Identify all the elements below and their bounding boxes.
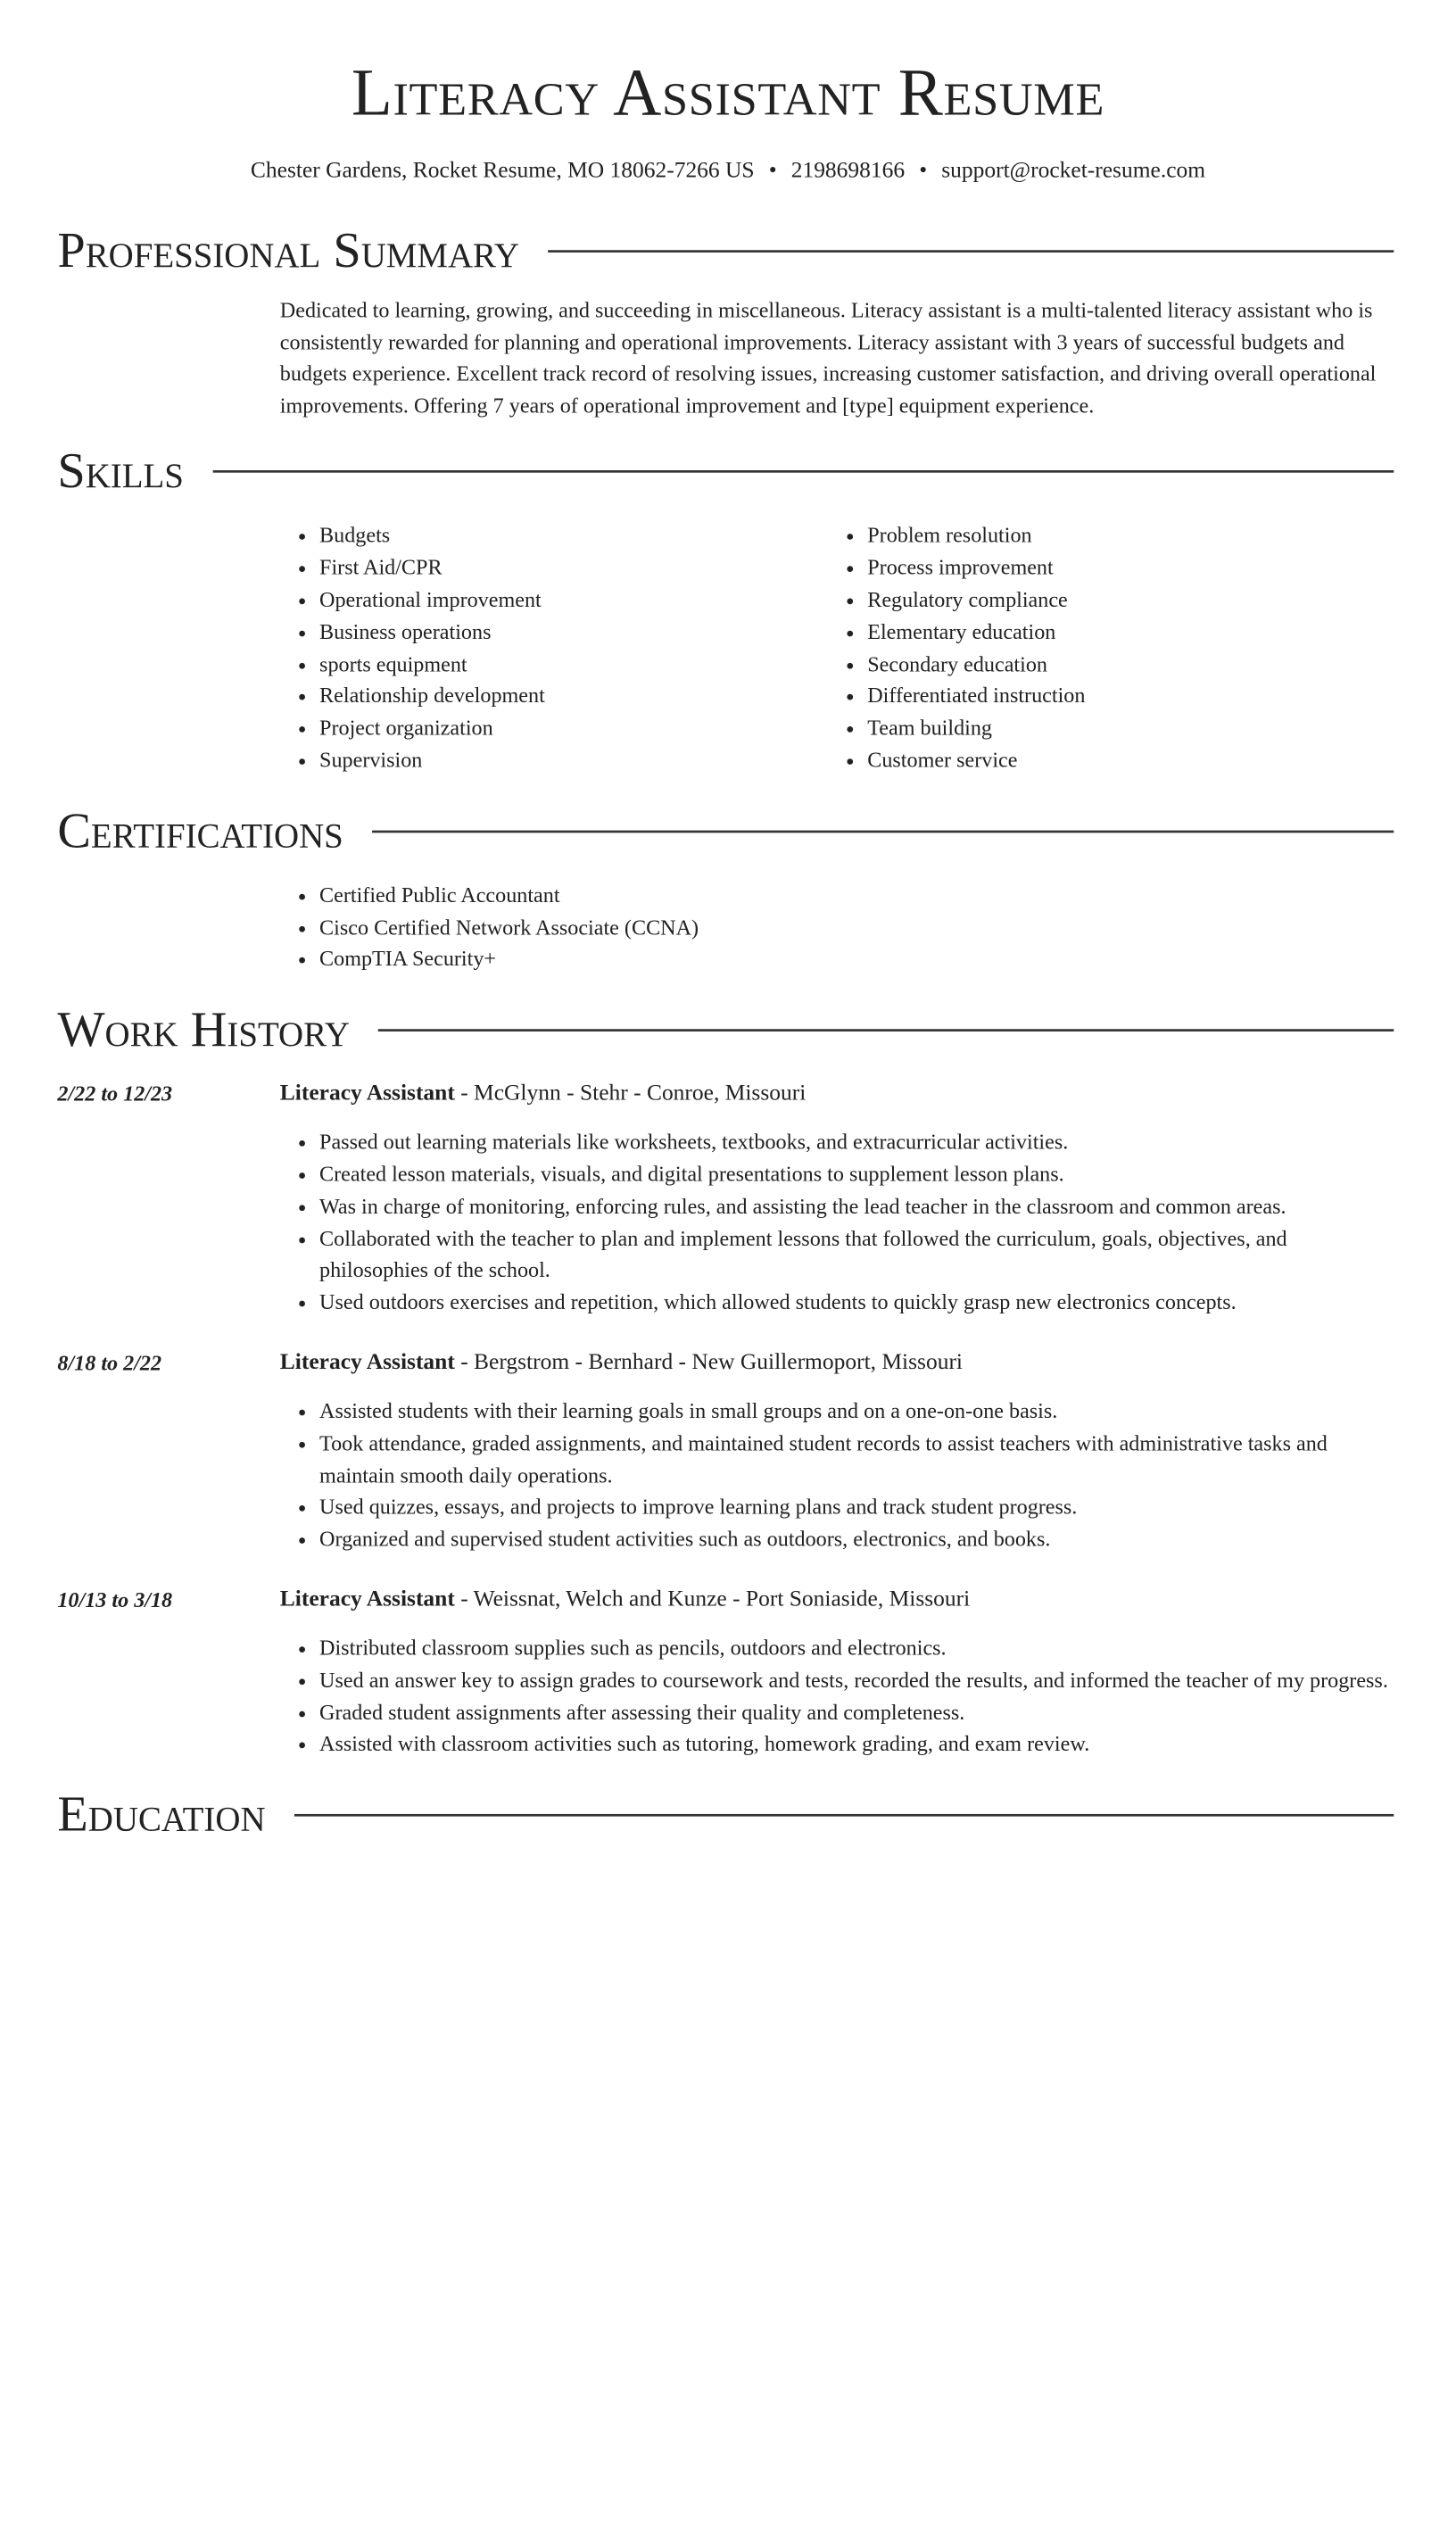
skill-item: • Differentiated instruction [867, 680, 1376, 712]
section-education-header [57, 1786, 1394, 1843]
skill-item: • Relationship development [319, 680, 828, 712]
section-work-header [57, 1002, 1394, 1059]
job-employer: - McGlynn - Stehr - Conroe, Missouri [454, 1081, 807, 1106]
job-bullets [280, 1126, 1389, 1319]
contact-separator: • [919, 158, 928, 184]
section-divider [372, 830, 1394, 833]
section-skills-title: Skills [57, 444, 184, 500]
job-heading [280, 1347, 1389, 1379]
skill-item: • Team building [867, 712, 1376, 744]
job-bullet: • Assisted with classroom activities such as tutoring, homework grading, and exam review. [319, 1728, 1389, 1761]
job-dates: 2/22 to 12/23 [57, 1081, 173, 1106]
skill-item: • Process improvement [867, 551, 1376, 584]
job-bullet: • Assisted students with their learning goals in small groups and on a one-on-one basis. [319, 1396, 1389, 1428]
job-title: Literacy Assistant [279, 1587, 455, 1612]
summary-paragraph: Dedicated to learning, growing, and succeeding in miscellaneous. Literacy assistant is a multi-talented literacy assistant who is consistently rewarded for planning and operational improvements. Literacy assistant with 3 years of successful budgets and budgets experience. Excellent track record of resolving issues, increasing customer satisfaction, and driving overall operational improvements. Offering 7 years of operational improvement and [type] equipment experience. [279, 297, 1377, 418]
skill-item: • Project organization [319, 712, 828, 744]
section-summary-title: Professional Summary [57, 223, 519, 279]
job-body [280, 1347, 1389, 1555]
contact-address: Chester Gardens, Rocket Resume, MO 18062-7266 US [250, 158, 755, 184]
job-entry [57, 1584, 1389, 1760]
section-summary-header [57, 222, 1394, 279]
section-divider [378, 1029, 1394, 1032]
skills-column-left [280, 519, 828, 775]
skills-list [280, 519, 1456, 775]
job-entry [57, 1347, 1389, 1555]
skill-item: • Business operations [319, 616, 828, 648]
section-certifications-header [57, 802, 1394, 859]
job-dates: 10/13 to 3/18 [57, 1587, 173, 1612]
skill-item: • sports equipment [319, 648, 828, 680]
section-divider [212, 471, 1394, 474]
section-work-title: Work History [57, 1002, 350, 1058]
skill-item: • Supervision [319, 744, 828, 776]
job-dates: 8/18 to 2/22 [57, 1350, 162, 1375]
certifications-list [280, 879, 1456, 975]
section-certifications-title: Certifications [57, 803, 343, 859]
job-entry [57, 1078, 1389, 1318]
contact-line [0, 158, 1456, 185]
job-body [280, 1584, 1389, 1760]
resume-title: Literacy Assistant Resume [351, 56, 1105, 131]
skill-item: • Secondary education [867, 648, 1376, 680]
section-education-title: Education [57, 1787, 266, 1843]
skill-item: • Elementary education [867, 616, 1376, 648]
skill-item: • Operational improvement [319, 584, 828, 616]
contact-email: support@rocket-resume.com [941, 158, 1206, 184]
job-employer: - Bergstrom - Bernhard - New Guillermoport, Missouri [454, 1349, 964, 1375]
certification-item: • Certified Public Accountant [319, 879, 1456, 911]
job-bullet: • Created lesson materials, visuals, and digital presentations to supplement lesson plans. [319, 1158, 1389, 1190]
job-employer: - Weissnat, Welch and Kunze - Port Soniaside, Missouri [454, 1587, 971, 1612]
job-bullets [280, 1396, 1389, 1556]
job-bullet: • Used outdoors exercises and repetition, which allowed students to quickly grasp new electronics concepts. [319, 1287, 1389, 1319]
job-bullet: • Was in charge of monitoring, enforcing rules, and assisting the lead teacher in the classroom and common areas. [319, 1190, 1389, 1222]
job-heading [280, 1584, 1389, 1615]
certification-item: • CompTIA Security+ [319, 943, 1456, 975]
skills-column-right [828, 519, 1376, 775]
job-title: Literacy Assistant [279, 1081, 455, 1106]
job-bullet: • Used an answer key to assign grades to coursework and tests, recorded the results, and informed the teacher of my progress. [319, 1664, 1389, 1696]
contact-separator: • [768, 158, 777, 184]
certification-item: • Cisco Certified Network Associate (CCNA) [319, 911, 1456, 943]
job-bullet: • Distributed classroom supplies such as pencils, outdoors and electronics. [319, 1632, 1389, 1664]
skill-item: • Regulatory compliance [867, 584, 1376, 616]
skill-item: • First Aid/CPR [319, 551, 828, 584]
job-bullet: • Organized and supervised student activities such as outdoors, electronics, and books. [319, 1523, 1389, 1555]
job-bullet: • Used quizzes, essays, and projects to improve learning plans and track student progress. [319, 1491, 1389, 1523]
section-divider [294, 1814, 1394, 1817]
job-heading [280, 1078, 1389, 1109]
contact-phone: 2198698166 [790, 158, 906, 184]
skill-item: • Problem resolution [867, 519, 1376, 551]
section-divider [548, 250, 1394, 253]
job-bullet: • Took attendance, graded assignments, and maintained student records to assist teachers with administrative tasks and maintain smooth daily operations. [319, 1427, 1389, 1491]
job-title: Literacy Assistant [279, 1349, 455, 1375]
job-bullets [280, 1632, 1389, 1761]
job-bullet: • Collaborated with the teacher to plan and implement lessons that followed the curriculum, goals, objectives, and philosophies of the school. [319, 1222, 1389, 1287]
job-body [280, 1078, 1389, 1318]
skill-item: • Customer service [867, 744, 1376, 776]
section-skills-header [57, 443, 1394, 501]
job-bullet: • Passed out learning materials like worksheets, textbooks, and extracurricular activities. [319, 1126, 1389, 1158]
skill-item: • Budgets [319, 519, 828, 551]
job-bullet: • Graded student assignments after assessing their quality and completeness. [319, 1696, 1389, 1728]
